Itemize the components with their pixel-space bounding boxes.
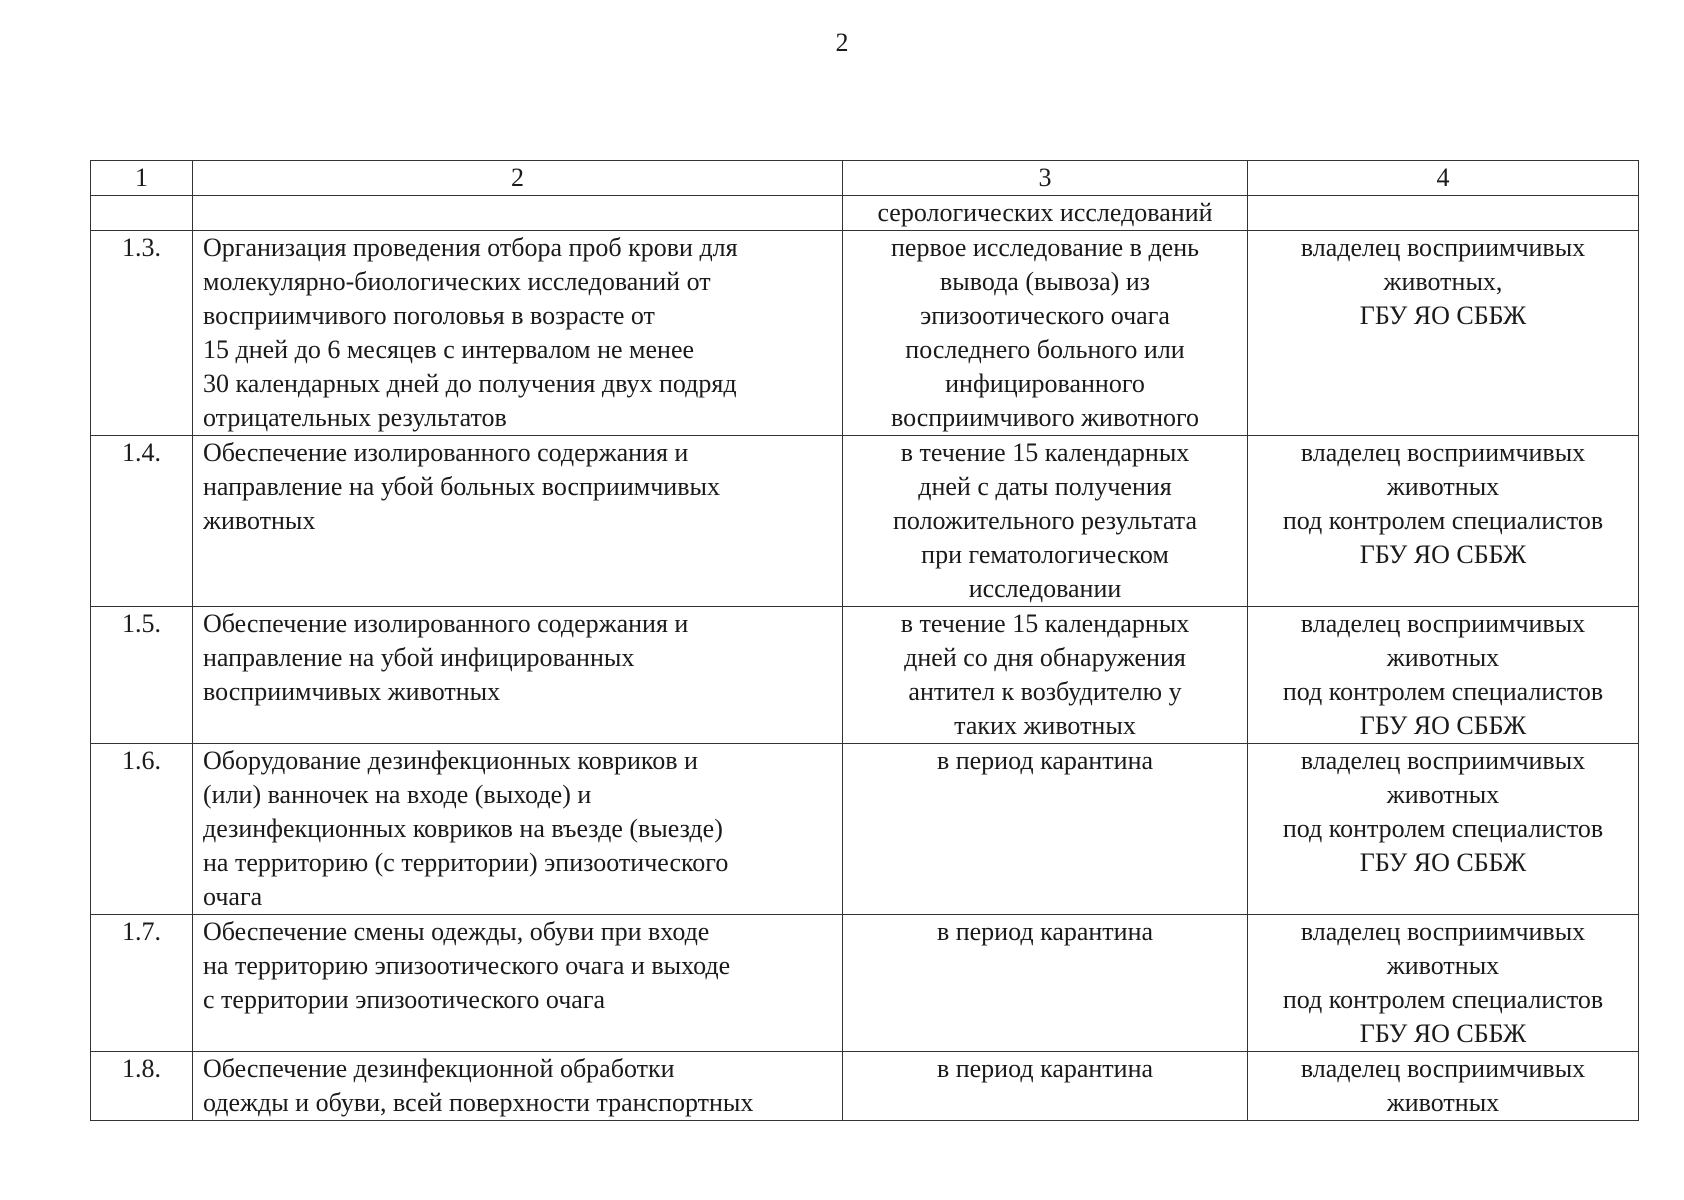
measure-cell-line: на территорию (с территории) эпизоотического xyxy=(203,848,729,877)
responsible-cell-line: под контролем специалистов xyxy=(1282,814,1604,843)
term-cell xyxy=(843,607,1248,744)
term-cell xyxy=(843,744,1248,915)
table-rows xyxy=(91,231,1639,1121)
measure-cell xyxy=(193,1052,843,1121)
table-row xyxy=(91,915,1639,1052)
table-row xyxy=(91,436,1639,607)
continuation-cell-4 xyxy=(1248,196,1639,231)
measure-cell-line: Оборудование дезинфекционных ковриков и xyxy=(203,746,698,775)
responsible-cell-line: ГБУ ЯО СББЖ xyxy=(1359,848,1527,877)
responsible-cell-line: под контролем специалистов xyxy=(1282,985,1604,1014)
measure-cell xyxy=(193,231,843,436)
term-cell xyxy=(843,436,1248,607)
column-header-1: 1 xyxy=(91,161,193,196)
measure-cell-line: 30 календарных дней до получения двух подряд xyxy=(203,369,737,398)
term-cell xyxy=(843,915,1248,1052)
row-number: 1.4. xyxy=(91,436,193,607)
measure-cell xyxy=(193,915,843,1052)
responsible-cell-line: под контролем специалистов xyxy=(1282,506,1604,535)
measure-cell-line: восприимчивого поголовья в возрасте от xyxy=(203,301,655,330)
responsible-cell-line: животных xyxy=(1386,472,1500,501)
term-cell-line: в период карантина xyxy=(936,1054,1154,1083)
measure-cell-line: с территории эпизоотического очага xyxy=(203,985,606,1014)
measure-cell-line: (или) ванночек на входе (выходе) и xyxy=(203,780,592,809)
page-number: 2 xyxy=(835,28,849,57)
responsible-cell-line: животных xyxy=(1386,643,1500,672)
responsible-cell-line: животных xyxy=(1386,1088,1500,1117)
responsible-cell xyxy=(1248,1052,1639,1121)
column-header-2: 2 xyxy=(193,161,843,196)
measure-cell xyxy=(193,436,843,607)
measure-cell-line: восприимчивых животных xyxy=(203,677,501,706)
term-cell-line: в период карантина xyxy=(936,917,1154,946)
term-cell-line: антител к возбудителю у xyxy=(908,677,1182,706)
responsible-cell xyxy=(1248,436,1639,607)
term-cell-line: вывода (вывоза) из xyxy=(939,267,1151,296)
responsible-cell xyxy=(1248,915,1639,1052)
table-row xyxy=(91,607,1639,744)
measure-cell xyxy=(193,607,843,744)
responsible-cell-line: владелец восприимчивых xyxy=(1300,917,1586,946)
term-cell-line: эпизоотического очага xyxy=(920,301,1170,330)
term-cell-line: в период карантина xyxy=(936,746,1154,775)
row-number: 1.7. xyxy=(91,915,193,1052)
measure-cell-line: молекулярно-биологических исследований от xyxy=(203,267,711,296)
column-header-3: 3 xyxy=(843,161,1248,196)
responsible-cell-line: под контролем специалистов xyxy=(1282,677,1604,706)
responsible-cell-line: животных, xyxy=(1383,267,1503,296)
measure-cell-line: отрицательных результатов xyxy=(203,403,507,432)
continuation-cell-1 xyxy=(91,196,193,231)
continuation-cell-2 xyxy=(193,196,843,231)
column-header-4: 4 xyxy=(1248,161,1639,196)
measures-table xyxy=(90,160,1639,1121)
term-cell xyxy=(843,1052,1248,1121)
measure-cell-line: одежды и обуви, всей поверхности транспортных xyxy=(203,1088,754,1117)
continuation-row xyxy=(91,196,1639,231)
term-cell-line: дней с даты получения xyxy=(918,472,1172,501)
term-cell-line: первое исследование в день xyxy=(891,233,1199,262)
term-cell-line: положительного результата xyxy=(893,506,1197,535)
responsible-cell-line: ГБУ ЯО СББЖ xyxy=(1359,1019,1527,1048)
term-cell xyxy=(843,231,1248,436)
responsible-cell-line: ГБУ ЯО СББЖ xyxy=(1359,540,1527,569)
table-row xyxy=(91,231,1639,436)
measure-cell-line: Обеспечение смены одежды, обуви при входе xyxy=(203,917,710,946)
row-number: 1.6. xyxy=(91,744,193,915)
measure-cell-line: Обеспечение изолированного содержания и xyxy=(203,609,689,638)
row-number: 1.3. xyxy=(91,231,193,436)
measure-cell-line: Обеспечение изолированного содержания и xyxy=(203,438,689,467)
measure-cell-line: направление на убой больных восприимчивых xyxy=(203,472,720,501)
term-cell-line: исследовании xyxy=(968,574,1122,603)
responsible-cell-line: животных xyxy=(1386,780,1500,809)
responsible-cell-line: владелец восприимчивых xyxy=(1300,233,1586,262)
responsible-cell xyxy=(1248,231,1639,436)
table-row xyxy=(91,1052,1639,1121)
responsible-cell xyxy=(1248,744,1639,915)
term-cell-line: в течение 15 календарных xyxy=(900,438,1190,467)
term-cell-line: при гематологическом xyxy=(921,540,1169,569)
row-number: 1.8. xyxy=(91,1052,193,1121)
row-number: 1.5. xyxy=(91,607,193,744)
responsible-cell-line: ГБУ ЯО СББЖ xyxy=(1359,301,1527,330)
measure-cell xyxy=(193,744,843,915)
responsible-cell-line: владелец восприимчивых xyxy=(1300,746,1586,775)
measure-cell-line: Организация проведения отбора проб крови для xyxy=(203,233,738,262)
table-row xyxy=(91,744,1639,915)
term-cell-line: последнего больного или xyxy=(905,335,1185,364)
continuation-cell-3: серологических исследований xyxy=(843,196,1248,231)
term-cell-line: восприимчивого животного xyxy=(890,403,1199,432)
responsible-cell-line: владелец восприимчивых xyxy=(1300,609,1586,638)
measure-cell-line: дезинфекционных ковриков на въезде (выезде) xyxy=(203,814,723,843)
measure-cell-line: Обеспечение дезинфекционной обработки xyxy=(203,1054,675,1083)
responsible-cell-line: владелец восприимчивых xyxy=(1300,438,1586,467)
header-row xyxy=(91,161,1639,196)
term-cell-line: таких животных xyxy=(954,711,1136,740)
measure-cell-line: животных xyxy=(203,506,316,535)
measure-cell-line: очага xyxy=(203,882,263,911)
responsible-cell-line: владелец восприимчивых xyxy=(1300,1054,1586,1083)
responsible-cell xyxy=(1248,607,1639,744)
measure-cell-line: направление на убой инфицированных xyxy=(203,643,635,672)
term-cell-line: инфицированного xyxy=(945,369,1145,398)
responsible-cell-line: животных xyxy=(1386,951,1500,980)
measure-cell-line: на территорию эпизоотического очага и выходе xyxy=(203,951,731,980)
term-cell-line: дней со дня обнаружения xyxy=(904,643,1186,672)
measure-cell-line: 15 дней до 6 месяцев с интервалом не менее xyxy=(203,335,695,364)
term-cell-line: в течение 15 календарных xyxy=(900,609,1190,638)
responsible-cell-line: ГБУ ЯО СББЖ xyxy=(1359,711,1527,740)
